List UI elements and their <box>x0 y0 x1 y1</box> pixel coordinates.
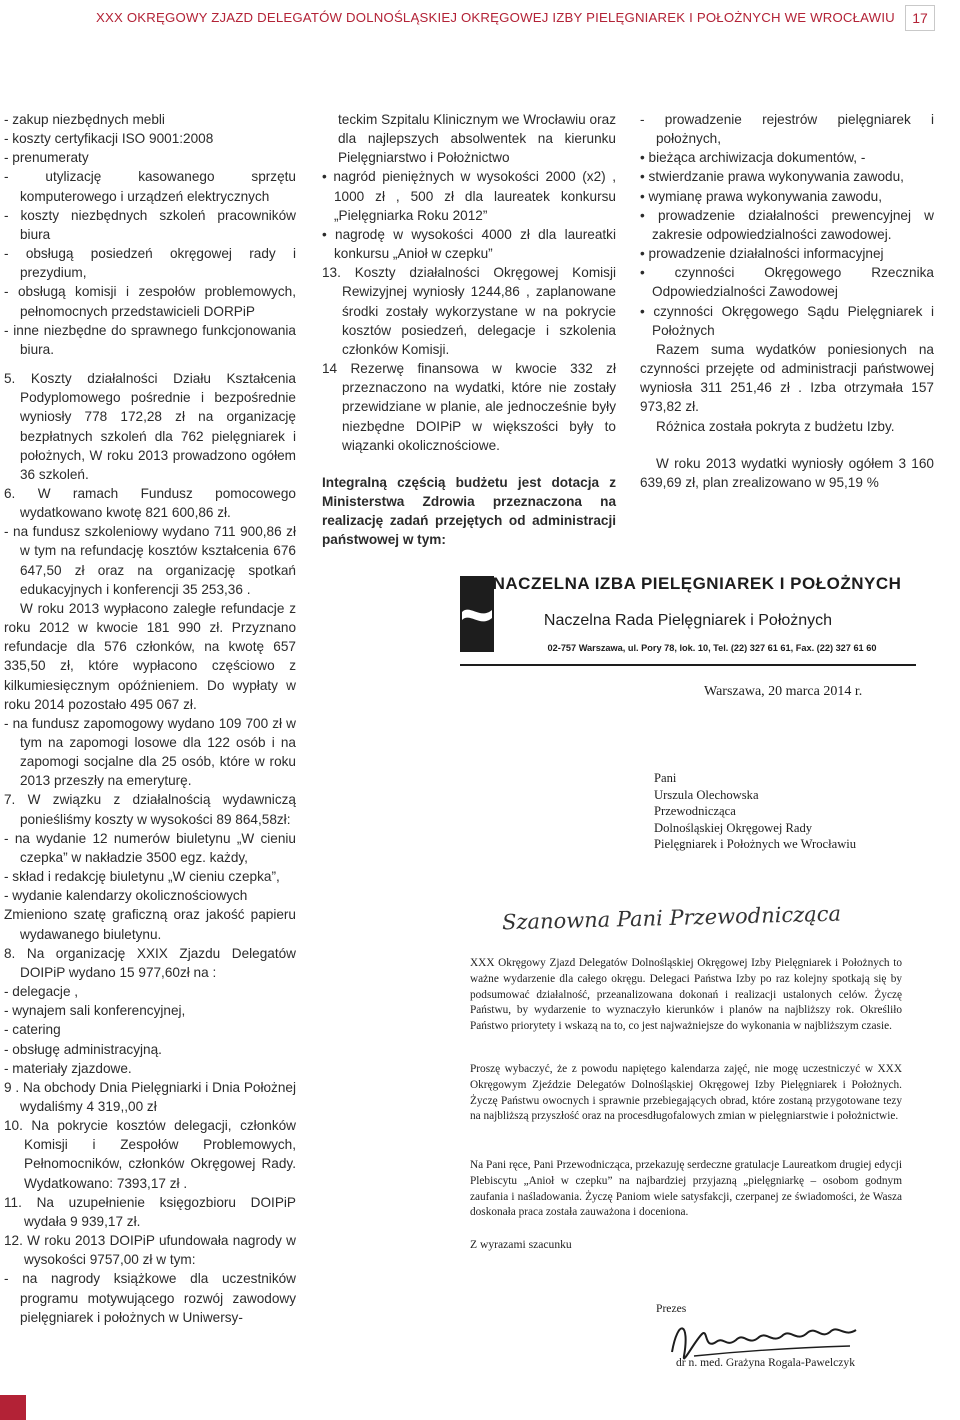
addressee-line: Dolnośląskiej Okręgowej Rady <box>654 820 813 835</box>
text-line: 8. Na organizację XXIX Zjazdu Delegatów DOIPiP wydano 15 977,60zł na : <box>4 945 296 980</box>
letter-divider <box>460 664 916 666</box>
column-left <box>4 110 296 1327</box>
text-line: Razem suma wydatków poniesionych na czynności przejęte od administracji państwowej wyniosła 311 251,46 zł . Izba otrzymała 157 973,82 zł. <box>640 341 934 415</box>
addressee-line: Przewodnicząca <box>654 804 736 818</box>
text-line: 6. W ramach Fundusz pomocowego wydatkowano kwotę 821 600,86 zł. <box>4 485 296 521</box>
addressee-line: Pani <box>654 771 677 785</box>
text-line: • nagród pieniężnych w wysokości 2000 (x2) , 1000 zł , 500 zł dla laureatek konkursu „Pielęgniarka Roku 2012” <box>322 169 616 223</box>
handwritten-greeting: Szanowna Pani Przewodnicząca <box>501 901 842 935</box>
text-line: • wymianę prawa wykonywania zawodu, <box>640 188 883 204</box>
text-line: Zmieniono szatę graficzną oraz jakość papieru wydawanego biuletynu. <box>4 907 296 942</box>
column-middle <box>322 110 616 549</box>
page-number: 17 <box>905 5 935 31</box>
text-line: 12. W roku 2013 DOIPiP ufundowała nagrody w wysokości 9757,00 zł w tym: <box>4 1233 296 1268</box>
text-line: W roku 2013 wydatki wyniosły ogółem 3 160 639,69 zł, plan zrealizowano w 95,19 % <box>640 455 934 490</box>
scanned-letter <box>446 560 924 1370</box>
text-line: - wydanie kalendarzy okolicznościowych <box>4 888 248 904</box>
text-line: • czynności Okręgowego Rzecznika Odpowiedzialności Zawodowej <box>640 265 934 300</box>
text-line: - zakup niezbędnych mebli <box>4 112 165 127</box>
text-line: • nagrodę w wysokości 4000 zł dla laureatki konkursu „Anioł w czepku” <box>322 226 616 262</box>
text-line: - materiały zjazdowe. <box>4 1060 132 1076</box>
text-line: - inne niezbędne do sprawnego funkcjonowania biura. <box>4 322 296 357</box>
text-line: • stwierdzanie prawa wykonywania zawodu, <box>640 169 904 185</box>
letter-address: 02-757 Warszawa, ul. Pory 78, lok. 10, Tel. (22) 327 61 61, Fax. (22) 327 61 60 <box>547 643 877 653</box>
text-line: - prowadzenie rejestrów pielęgniarek i położnych, <box>640 112 934 147</box>
text-line: 14 Rezerwę finansowa w kwocie 332 zł przeznaczono na wydatki, które nie zostały przewidziane w planie, ale jednocześnie były niezbędne DOIPiP w większości były to wiązanki okolicznościowe. <box>322 361 616 453</box>
text-line: - skład i redakcję biuletynu „W cieniu czepka”, <box>4 869 280 885</box>
letter-org-name: NACZELNA IZBA PIELĘGNIAREK I POŁOŻNYCH <box>492 574 902 593</box>
text-line: - koszty certyfikacji ISO 9001:2008 <box>4 131 214 147</box>
letter-addressee <box>654 770 856 853</box>
letter-signer-name: dr n. med. Grażyna Rogala-Pawelczyk <box>676 1356 855 1369</box>
text-line: 11. Na uzupełnienie księgozbioru DOIPiP wydała 9 939,17 zł. <box>4 1194 296 1229</box>
text-line: • prowadzenie działalności prewencyjnej w zakresie odpowiedzialności zawodowej. <box>640 207 934 242</box>
text-line: Integralną częścią budżetu jest dotacja z Ministerstwa Zdrowia przeznaczona na realizację zadań przejętych od administracji państwowej w tym: <box>322 474 616 548</box>
letter-closing: Z wyrazami szacunku <box>470 1238 572 1251</box>
text-line: 7. W związku z działalnością wydawniczą ponieśliśmy koszty w wysokości 89 864,58zł: <box>4 792 296 827</box>
text-line: 9 . Na obchody Dnia Pielęgniarki i Dnia Położnej wydaliśmy 4 319,,00 zł <box>4 1079 296 1114</box>
text-line: - na fundusz zapomogowy wydano 109 700 zł w tym na zapomogi losowe dla 122 osób i na zapomogi socjalne dla 25 osób, które w roku 2013 przeszły na emeryturę. <box>4 715 296 789</box>
text-line: • prowadzenie działalności informacyjnej <box>640 246 884 262</box>
letter-paragraph: Proszę wybaczyć, że z powodu napiętego kalendarza zajęć, nie mogę uczestniczyć w XXX Okręgowym Zjeździe Delegatów Dolnośląskiej Okręgowej Izby Pielęgniarek i Położnych. Życzę Państwu owocnych i sprawnie przebiegających obrad, które zostaną przygotowane tezy na najbliższą przyszłość oraz na procesdługofalowych zmian w pielęgniarstwie i położnictwie. <box>470 1063 902 1123</box>
text-line: - obsługą komisji i zespołów problemowych, pełnomocnych przedstawicieli DORPiP <box>4 284 296 319</box>
text-line: - na wydanie 12 numerów biuletynu „W cieniu czepka” w nakładzie 3500 egz. każdy, <box>4 830 296 865</box>
addressee-line: Urszula Olechowska <box>654 787 759 802</box>
letter-paragraph: XXX Okręgowy Zjazd Delegatów Dolnośląskiej Okręgowej Izby Pielęgniarek i Położnych to ważne wydarzenie dla całego okręgu. Delegaci Państwa Izby po raz kolejny spotkają się by podsumować działalność, przeanalizowana dokonań i realizacji ustalonych celów. Życzę Państwu, by wydarzenie to wyznaczyło kierunków i planów na najbliższy rok. Określiło Państwo priorytety i wskazą na to, co jest najważniejsze do wykonania w najbliższym czasie. <box>470 957 902 1033</box>
text-line: - obsługą posiedzeń okręgowej rady i prezydium, <box>4 246 296 281</box>
letter-date: Warszawa, 20 marca 2014 r. <box>704 684 863 699</box>
addressee-line: Pielęgniarek i Położnych we Wrocławiu <box>654 837 857 851</box>
column-right <box>640 110 934 492</box>
text-line: 10. Na pokrycie kosztów delegacji, członków Komisji i Zespołów Problemowych, Pełnomocników, członków Okręgowej Rady. Wydatkowano: 7393,17 zł . <box>4 1118 296 1191</box>
text-line: - koszty niezbędnych szkoleń pracowników biura <box>4 207 296 242</box>
text-line: - catering <box>4 1022 61 1038</box>
text-line: • bieżąca archiwizacja dokumentów, - <box>640 150 866 166</box>
text-line: - wynajem sali konferencyjnej, <box>4 1003 186 1019</box>
text-line: - delegacje , <box>4 984 79 1000</box>
letter-paragraph: Na Pani ręce, Pani Przewodnicząca, przekazuję serdeczne gratulacje Laureatkom drugiej edycji Plebiscytu „Anioł w czepku” na najbardziej przyjazną „pielęgniarkę – osobom godnym zaufania i naśladowania. Życzę Paniom wiele satysfakcji, czerpanej ze świadomości, że Wasza doskonała praca została zauważona i doceniona. <box>470 1159 902 1219</box>
letter-signer-title: Prezes <box>656 1302 687 1315</box>
text-line: W roku 2013 wypłacono zaległe refundacje z roku 2012 w kwocie 181 990 zł. Przyznano refundacje dla 576 członków, na kwotę 657 335,50 zł, które wypłacono częściowo z kilkumiesięcznym opóźnieniem. Do wypłaty w roku 2014 pozostało 495 067 zł. <box>4 600 296 712</box>
text-line: Różnica została pokryta z budżetu Izby. <box>656 418 895 434</box>
text-line: - na fundusz szkoleniowy wydano 711 900,86 zł w tym na refundację kosztów kształcenia 676 647,50 zł oraz na organizację spotkań edukacyjnych i konferencji 35 253,36 . <box>4 524 296 597</box>
text-line: - obsługę administracyjną. <box>4 1041 162 1057</box>
text-line: 13. Koszty działalności Okręgowej Komisji Rewizyjnej wyniosły 1244,86 , zaplanowane środki zostały wykorzystane w na pokrycie kosztów posiedzeń, delegacje i szkolenia członków Komisji. <box>322 265 616 357</box>
text-line: teckim Szpitalu Klinicznym we Wrocławiu oraz dla najlepszych absolwentek na kierunku Pielęgniarstwo i Położnictwo <box>338 112 616 166</box>
accent-bar <box>0 1395 26 1420</box>
letter-council-name: Naczelna Rada Pielęgniarek i Położnych <box>543 612 833 629</box>
text-line: - prenumeraty <box>4 150 89 166</box>
header-title: XXX OKRĘGOWY ZJAZD DELEGATÓW DOLNOŚLĄSKIEJ OKRĘGOWEJ IZBY PIELĘGNIAREK I POŁOŻNYCH WE WROCŁAWIU <box>96 10 895 25</box>
text-line: • czynności Okręgowego Sądu Pielęgniarek i Położnych <box>640 303 934 338</box>
text-line: 5. Koszty działalności Działu Kształcenia Podyplomowego pośrednie i bezpośrednie wyniosły 778 172,28 zł na organizację bezpłatnych szkoleń dla 762 pielęgniarek i położnych, W roku 2013 prowadzono ogółem 36 szkoleń. <box>4 371 296 482</box>
text-line: - na nagrody książkowe dla uczestników programu motywującego rozwój zawodowy pielęgniarek i położnych w Uniwersy- <box>4 1271 296 1325</box>
page-header <box>0 0 960 36</box>
text-line: - utylizację kasowanego sprzętu komputerowego i urządzeń elektrycznych <box>4 169 296 204</box>
